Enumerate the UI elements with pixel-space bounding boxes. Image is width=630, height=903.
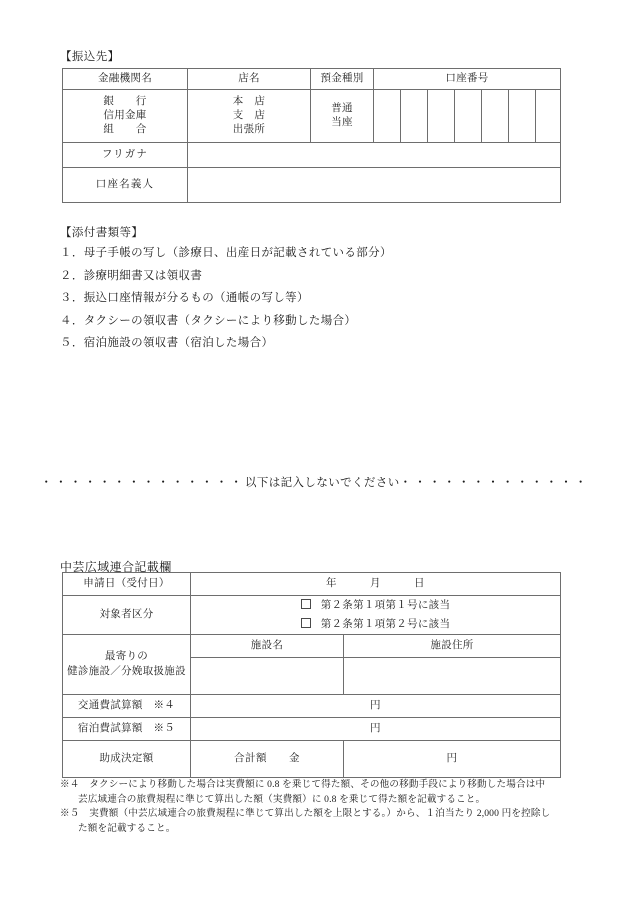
col-header-bank-name: 金融機関名 <box>63 69 188 90</box>
account-number-digit[interactable] <box>455 90 482 143</box>
account-number-digit[interactable] <box>509 90 536 143</box>
facility-label-line2: 健診施設／分娩取扱施設 <box>67 665 186 677</box>
attachments-list <box>60 242 392 355</box>
furigana-input[interactable] <box>188 143 561 168</box>
checkbox-label: 第２条第１項第２号に該当 <box>320 619 451 630</box>
decision-amount-input[interactable] <box>344 741 561 778</box>
row-label-lodging-cost: 宿泊費試算額 ※５ <box>63 718 191 741</box>
official-section-heading: 中芸広域連合記載欄 <box>60 560 172 574</box>
col-header-facility-address: 施設住所 <box>344 635 561 658</box>
account-number-digit[interactable] <box>536 90 561 143</box>
list-item: ３．振込口座情報が分るもの（通帳の写し等） <box>60 292 309 304</box>
footnote-text-line1: 実費額（中芸広域連合の旅費規程に準じて算出した額を上限とする。）から、１泊当たり 2,000 円を控除し <box>79 808 551 820</box>
transport-cost-input[interactable] <box>191 695 561 718</box>
lodging-cost-unit: 円 <box>370 722 381 734</box>
list-item: ５．宿泊施設の領収書（宿泊した場合） <box>60 337 274 349</box>
footnote-text-line1: タクシーにより移動した場合は実費額に 0.8 を乗じて得た額、その他の移動手段により移動した場合は中 <box>79 779 546 790</box>
bank-section-heading: 【振込先】 <box>60 51 120 63</box>
branch-type-option-sub: 出張所 <box>232 124 266 136</box>
notice-dots-right: ・・・・・・・・・・・・・ <box>399 477 590 489</box>
branch-type-option-head: 本 店 <box>232 95 266 107</box>
bank-transfer-table <box>62 68 561 203</box>
bank-type-option-bank: 銀 行 <box>103 95 147 107</box>
checkbox-row-option-1[interactable] <box>191 596 560 615</box>
col-header-account-number: 口座番号 <box>374 69 561 90</box>
footnote-4 <box>60 778 565 807</box>
attachments-section-heading: 【添付書類等】 <box>60 227 144 239</box>
account-number-digit[interactable] <box>482 90 509 143</box>
checkbox-label: 第２条第１項第１号に該当 <box>320 600 451 611</box>
notice-dots-left: ・・・・・・・・・・・・・・ <box>40 477 245 489</box>
checkbox-icon[interactable] <box>301 599 311 609</box>
footnotes <box>60 778 565 836</box>
branch-type-field[interactable] <box>188 90 311 143</box>
decision-total-label: 合計額 金 <box>191 741 344 778</box>
transport-cost-unit: 円 <box>370 699 381 711</box>
do-not-write-below-notice <box>0 474 630 490</box>
footnote-marker: ※５ <box>60 808 80 820</box>
deposit-type-field[interactable] <box>311 90 374 143</box>
official-use-table <box>62 572 561 778</box>
account-holder-input[interactable] <box>188 168 561 203</box>
col-header-facility-name: 施設名 <box>191 635 344 658</box>
row-label-application-date: 申請日（受付日） <box>63 573 191 596</box>
list-item: ４．タクシーの領収書（タクシーにより移動した場合） <box>60 314 357 327</box>
footnote-5 <box>60 807 565 836</box>
bank-type-field[interactable] <box>63 90 188 143</box>
table-row <box>63 596 561 635</box>
row-label-transport-cost: 交通費試算額 ※４ <box>63 695 191 718</box>
deposit-type-option-toza: 当座 <box>331 117 353 128</box>
bank-type-option-shinkin: 信用金庫 <box>103 109 147 121</box>
table-row <box>63 718 561 741</box>
notice-text: 以下は記入しないでください <box>244 477 400 489</box>
row-label-target-category: 対象者区分 <box>63 596 191 635</box>
col-header-deposit-type: 預金種別 <box>311 69 374 90</box>
table-row <box>63 573 561 596</box>
decision-amount-unit: 円 <box>446 752 458 764</box>
row-label-nearest-facility <box>63 635 191 695</box>
table-row <box>63 90 561 143</box>
table-row <box>63 635 561 658</box>
bank-type-option-kumiai: 組 合 <box>103 124 147 136</box>
facility-label-line1: 最寄りの <box>104 651 149 663</box>
account-number-digit[interactable] <box>374 90 401 143</box>
branch-type-option-branch: 支 店 <box>232 109 266 121</box>
table-row <box>63 69 561 90</box>
target-category-options <box>191 596 561 635</box>
list-item: １．母子手帳の写し（診療日、出産日が記載されている部分） <box>60 247 392 259</box>
row-label-furigana: フリガナ <box>63 143 188 168</box>
checkbox-row-option-2[interactable] <box>191 615 560 634</box>
table-row <box>63 143 561 168</box>
account-number-digit[interactable] <box>401 90 428 143</box>
lodging-cost-input[interactable] <box>191 718 561 741</box>
row-label-decision-amount: 助成決定額 <box>63 741 191 778</box>
account-number-digit[interactable] <box>428 90 455 143</box>
footnote-marker: ※４ <box>60 779 80 790</box>
facility-address-input[interactable] <box>344 658 561 695</box>
footnote-text-line2: た額を記載すること。 <box>78 822 176 834</box>
table-row <box>63 741 561 778</box>
row-label-account-holder: 口座名義人 <box>63 168 188 203</box>
footnote-text-line2: 芸広域連合の旅費規程に準じて算出した額（実費額）に 0.8 を乗じて得た額を記載すること。 <box>78 793 486 805</box>
checkbox-icon[interactable] <box>301 618 311 628</box>
col-header-branch-name: 店名 <box>188 69 311 90</box>
application-date-input[interactable]: 年 月 日 <box>191 573 561 596</box>
table-row <box>63 168 561 203</box>
table-row <box>63 695 561 718</box>
deposit-type-option-futsu: 普通 <box>331 102 353 114</box>
list-item: ２．診療明細書又は領収書 <box>60 269 203 282</box>
facility-name-input[interactable] <box>191 658 344 695</box>
